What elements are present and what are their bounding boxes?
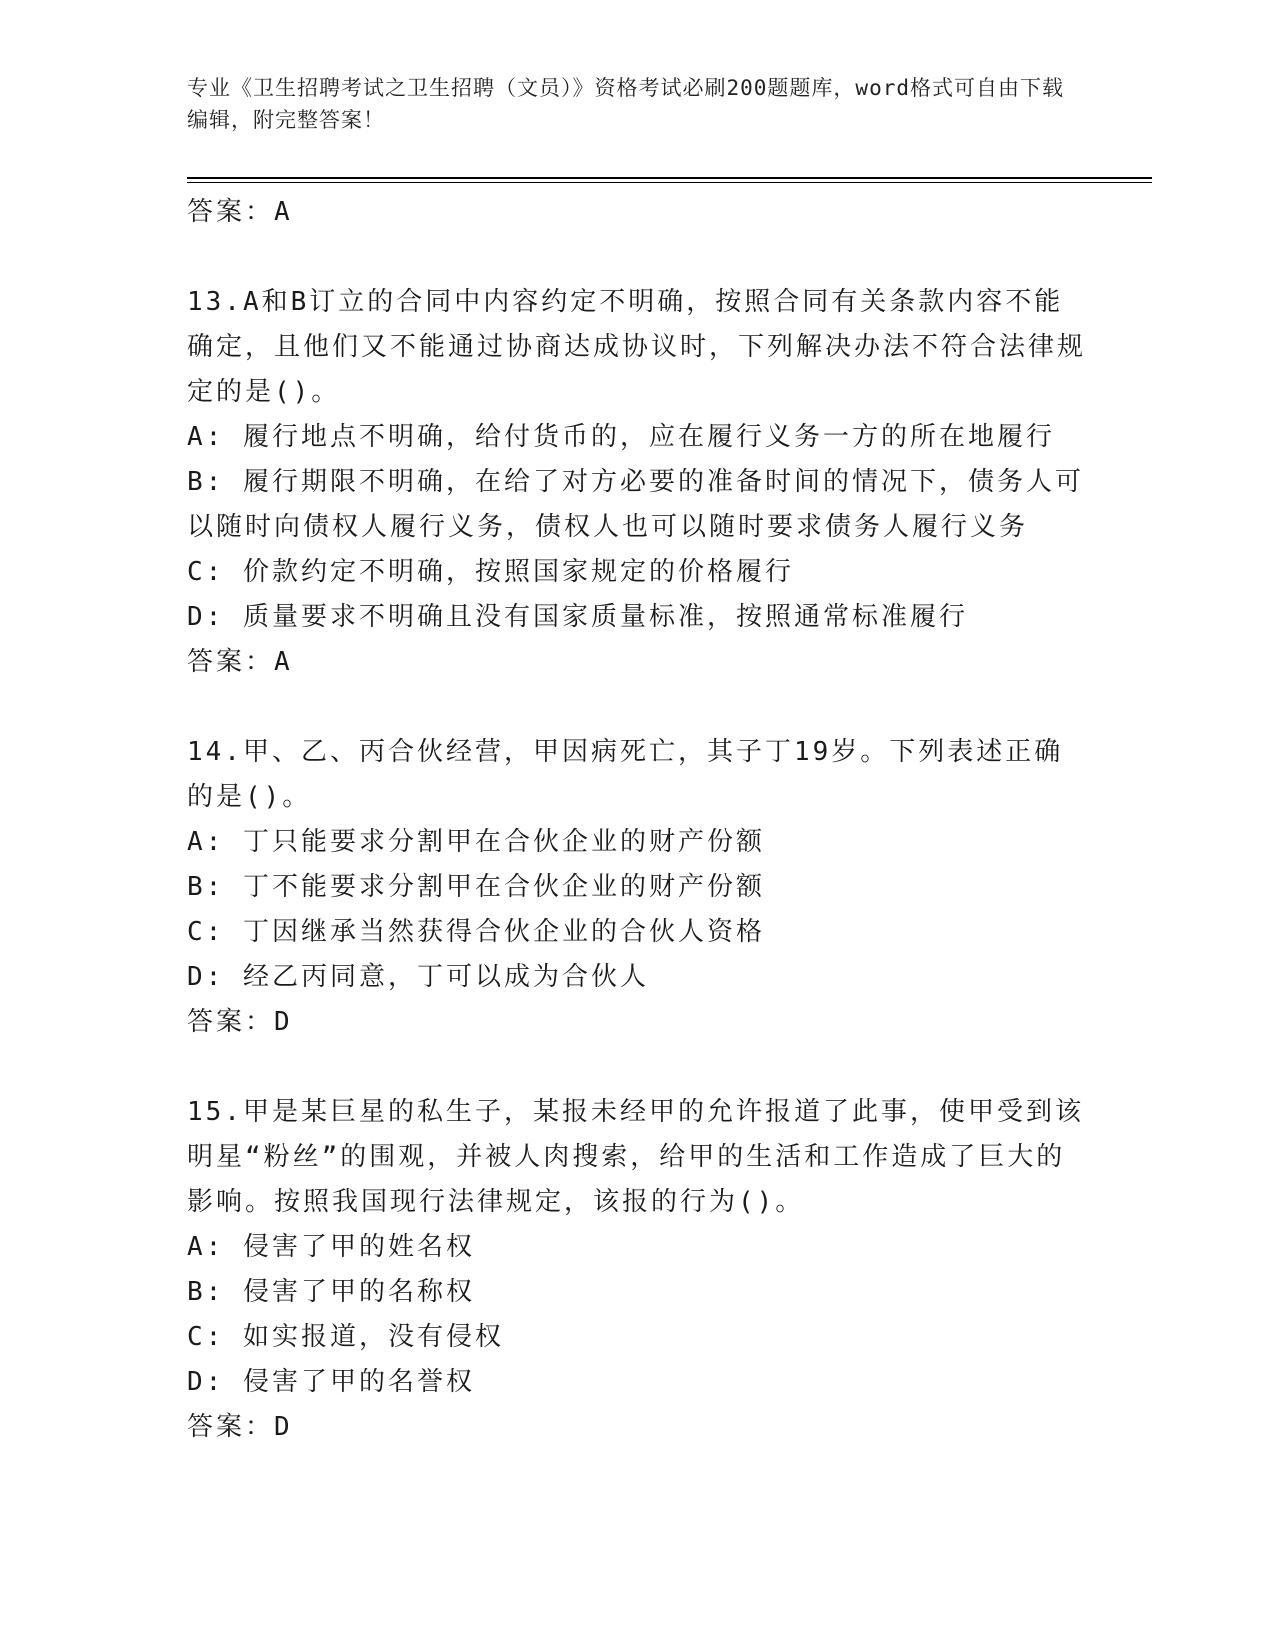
option-d: D: 质量要求不明确且没有国家质量标准，按照通常标准履行 <box>187 602 968 632</box>
question-text: 13.A和B订立的合同中内容约定不明确，按照合同有关条款内容不能确定，且他们又不能通过协商达成协议时，下列解决办法不符合法律规定的是()。 <box>187 287 1087 407</box>
question-text: 14.甲、乙、丙合伙经营，甲因病死亡，其子丁19岁。下列表述正确的是()。 <box>187 737 1064 812</box>
option-a: A: 侵害了甲的姓名权 <box>187 1232 475 1262</box>
option-c: C: 价款约定不明确，按照国家规定的价格履行 <box>187 557 794 587</box>
option-c: C: 如实报道，没有侵权 <box>187 1322 504 1352</box>
question-text: 15.甲是某巨星的私生子，某报未经甲的允许报道了此事，使甲受到该明星“粉丝”的围观，并被人肉搜索，给甲的生活和工作造成了巨大的影响。按照我国现行法律规定，该报的行为()。 <box>187 1097 1084 1217</box>
answer-label: 答案：D <box>187 1007 293 1037</box>
option-d: D: 侵害了甲的名誉权 <box>187 1367 475 1397</box>
option-a: A: 丁只能要求分割甲在合伙企业的财产份额 <box>187 827 765 857</box>
question-14 <box>187 730 1087 1045</box>
document-body <box>187 190 1087 1450</box>
option-b: B: 侵害了甲的名称权 <box>187 1277 475 1307</box>
answer-label: 答案：A <box>187 647 293 677</box>
header-rule-thin <box>187 182 1152 183</box>
document-header: 专业《卫生招聘考试之卫生招聘（文员）》资格考试必刷200题题库，word格式可自由下载编辑，附完整答案！ <box>187 76 1064 132</box>
answer-label: 答案：A <box>187 197 293 227</box>
question-15 <box>187 1090 1087 1450</box>
option-c: C: 丁因继承当然获得合伙企业的合伙人资格 <box>187 917 765 947</box>
header-rule-thick <box>187 177 1152 179</box>
option-a: A: 履行地点不明确，给付货币的，应在履行义务一方的所在地履行 <box>187 422 1055 452</box>
option-d: D: 经乙丙同意，丁可以成为合伙人 <box>187 962 649 992</box>
question-13 <box>187 280 1087 685</box>
option-b: B: 履行期限不明确，在给了对方必要的准备时间的情况下，债务人可以随时向债权人履行义务，债权人也可以随时要求债务人履行义务 <box>187 467 1084 542</box>
option-b: B: 丁不能要求分割甲在合伙企业的财产份额 <box>187 872 765 902</box>
answer-label: 答案：D <box>187 1412 293 1442</box>
